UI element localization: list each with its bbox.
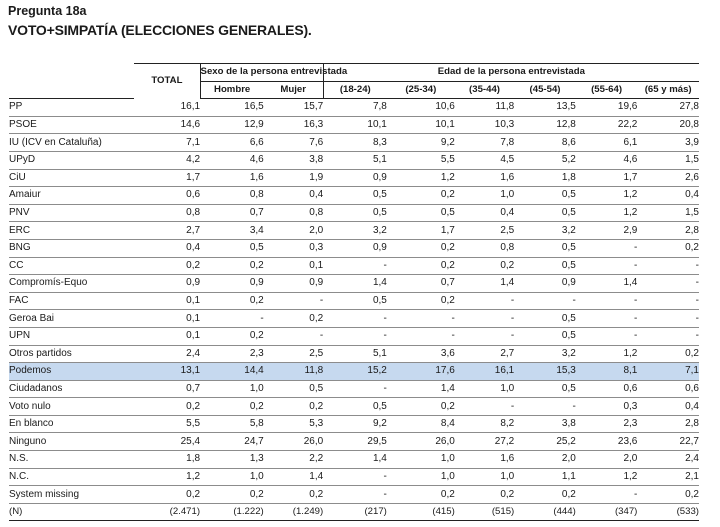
table-cell: - — [323, 468, 387, 486]
row-label: Ciudadanos — [9, 380, 134, 398]
table-cell: 0,5 — [323, 292, 387, 310]
table-row — [9, 327, 699, 345]
table-cell: 2,8 — [637, 415, 699, 433]
table-cell: 0,2 — [200, 486, 264, 504]
table-cell: (444) — [514, 503, 576, 521]
table-cell: 1,9 — [264, 169, 323, 187]
table-cell: 0,2 — [264, 486, 323, 504]
table-cell: 5,2 — [514, 151, 576, 169]
table-cell: 0,2 — [200, 398, 264, 416]
table-cell: 0,9 — [514, 275, 576, 293]
table-cell: 0,6 — [637, 380, 699, 398]
table-cell: - — [637, 275, 699, 293]
table-cell: 0,2 — [514, 486, 576, 504]
table-cell: 0,5 — [514, 327, 576, 345]
table-cell: 0,5 — [514, 257, 576, 275]
column-header: (18-24) — [323, 81, 387, 99]
table-cell: 22,2 — [576, 116, 638, 134]
row-label: PP — [9, 99, 134, 117]
table-cell: 0,2 — [637, 239, 699, 257]
table-cell: 3,2 — [514, 222, 576, 240]
table-cell: - — [455, 310, 514, 328]
row-label: CC — [9, 257, 134, 275]
row-label: Geroa Bai — [9, 310, 134, 328]
table-cell: 4,6 — [576, 151, 638, 169]
table-cell: - — [323, 257, 387, 275]
table-cell: 1,3 — [200, 451, 264, 469]
table-cell: 15,2 — [323, 363, 387, 381]
table-row — [9, 169, 699, 187]
row-label: BNG — [9, 239, 134, 257]
table-cell: 10,1 — [387, 116, 455, 134]
table-cell: 0,8 — [200, 187, 264, 205]
table-cell: - — [576, 486, 638, 504]
column-header: Mujer — [264, 81, 323, 99]
row-label: PSOE — [9, 116, 134, 134]
table-cell: 16,5 — [200, 99, 264, 117]
table-cell: 1,2 — [576, 204, 638, 222]
table-cell: 2,0 — [514, 451, 576, 469]
table-cell: 0,2 — [264, 310, 323, 328]
table-row — [9, 363, 699, 381]
table-cell: 0,2 — [200, 257, 264, 275]
table-cell: (1.222) — [200, 503, 264, 521]
sex-group-header: Sexo de la persona entrevistada — [200, 64, 323, 82]
table-cell: - — [264, 292, 323, 310]
row-label: (N) — [9, 503, 134, 521]
table-cell: 1,4 — [455, 275, 514, 293]
table-cell: 0,2 — [455, 486, 514, 504]
table-cell: - — [637, 327, 699, 345]
table-cell: 1,8 — [134, 451, 200, 469]
table-cell: 1,2 — [134, 468, 200, 486]
table-cell: 13,5 — [514, 99, 576, 117]
results-table — [9, 63, 699, 521]
table-cell: 6,6 — [200, 134, 264, 152]
table-cell: 1,6 — [455, 451, 514, 469]
table-cell: 3,9 — [637, 134, 699, 152]
table-row — [9, 468, 699, 486]
table-cell: 2,3 — [576, 415, 638, 433]
table-cell: 0,4 — [134, 239, 200, 257]
table-cell: 0,5 — [200, 239, 264, 257]
table-row — [9, 257, 699, 275]
table-cell: 2,8 — [637, 222, 699, 240]
table-cell: - — [637, 257, 699, 275]
table-cell: 1,8 — [514, 169, 576, 187]
table-cell: 1,4 — [264, 468, 323, 486]
table-cell: 4,2 — [134, 151, 200, 169]
table-cell: - — [576, 239, 638, 257]
table-row — [9, 433, 699, 451]
table-cell: 1,0 — [455, 380, 514, 398]
table-cell: 0,9 — [264, 275, 323, 293]
table-cell: 5,5 — [134, 415, 200, 433]
table-cell: 2,6 — [637, 169, 699, 187]
table-cell: 1,0 — [387, 468, 455, 486]
table-cell: 0,3 — [576, 398, 638, 416]
table-cell: 0,2 — [134, 257, 200, 275]
table-cell: 0,2 — [455, 257, 514, 275]
table-cell: 0,2 — [134, 398, 200, 416]
table-cell: 7,1 — [637, 363, 699, 381]
table-cell: 27,8 — [637, 99, 699, 117]
row-label: IU (ICV en Cataluña) — [9, 134, 134, 152]
table-cell: 0,1 — [134, 327, 200, 345]
age-group-header: Edad de la persona entrevistada — [323, 64, 699, 82]
table-cell: 0,1 — [134, 310, 200, 328]
column-header: (45-54) — [514, 81, 576, 99]
table-cell: 12,8 — [514, 116, 576, 134]
table-cell: (2.471) — [134, 503, 200, 521]
table-cell: 0,2 — [200, 292, 264, 310]
table-row — [9, 275, 699, 293]
table-row — [9, 310, 699, 328]
table-cell: 10,1 — [323, 116, 387, 134]
table-cell: - — [637, 310, 699, 328]
row-label: PNV — [9, 204, 134, 222]
table-cell: 1,7 — [387, 222, 455, 240]
row-label: Podemos — [9, 363, 134, 381]
table-cell: - — [455, 292, 514, 310]
table-cell: 1,0 — [200, 380, 264, 398]
table-cell: 8,1 — [576, 363, 638, 381]
table-cell: 0,2 — [264, 398, 323, 416]
table-cell: 0,5 — [323, 398, 387, 416]
column-header: (65 y más) — [637, 81, 699, 99]
table-cell: 1,5 — [637, 151, 699, 169]
table-cell: 17,6 — [387, 363, 455, 381]
table-cell: 2,5 — [264, 345, 323, 363]
table-cell: 0,5 — [514, 380, 576, 398]
row-label: Ninguno — [9, 433, 134, 451]
table-cell: (415) — [387, 503, 455, 521]
table-cell: 25,4 — [134, 433, 200, 451]
table-cell: - — [576, 292, 638, 310]
column-header: Hombre — [200, 81, 264, 99]
table-cell: 1,2 — [576, 187, 638, 205]
table-cell: 0,7 — [200, 204, 264, 222]
table-cell: 14,4 — [200, 363, 264, 381]
table-cell: 0,9 — [200, 275, 264, 293]
table-cell: 7,1 — [134, 134, 200, 152]
table-cell: 20,8 — [637, 116, 699, 134]
table-cell: - — [264, 327, 323, 345]
table-row — [9, 345, 699, 363]
table-cell: 0,4 — [264, 187, 323, 205]
table-cell: 0,2 — [134, 486, 200, 504]
table-cell: 3,8 — [264, 151, 323, 169]
question-title: VOTO+SIMPATÍA (ELECCIONES GENERALES). — [8, 22, 312, 38]
table-cell: 15,7 — [264, 99, 323, 117]
table-cell: 26,0 — [264, 433, 323, 451]
table-cell: 2,1 — [637, 468, 699, 486]
table-cell: 7,8 — [323, 99, 387, 117]
table-cell: 0,9 — [134, 275, 200, 293]
table-cell: 9,2 — [323, 415, 387, 433]
table-cell: 0,6 — [576, 380, 638, 398]
row-label: Otros partidos — [9, 345, 134, 363]
table-cell: 4,5 — [455, 151, 514, 169]
table-cell: 0,8 — [455, 239, 514, 257]
table-cell: 0,2 — [387, 398, 455, 416]
table-cell: 1,7 — [134, 169, 200, 187]
table-row — [9, 99, 699, 117]
table-cell: 19,6 — [576, 99, 638, 117]
row-label: Voto nulo — [9, 398, 134, 416]
table-cell: 27,2 — [455, 433, 514, 451]
table-cell: 0,7 — [387, 275, 455, 293]
table-cell: (533) — [637, 503, 699, 521]
table-cell: 0,7 — [134, 380, 200, 398]
table-cell: 0,6 — [134, 187, 200, 205]
row-label: FAC — [9, 292, 134, 310]
table-cell: 5,1 — [323, 345, 387, 363]
table-cell: 1,0 — [455, 468, 514, 486]
table-cell: - — [455, 327, 514, 345]
table-cell: 4,6 — [200, 151, 264, 169]
table-cell: 1,2 — [576, 468, 638, 486]
table-cell: 23,6 — [576, 433, 638, 451]
table-cell: (1.249) — [264, 503, 323, 521]
column-header: (25-34) — [387, 81, 455, 99]
table-cell: 1,7 — [576, 169, 638, 187]
table-cell: 1,4 — [576, 275, 638, 293]
table-cell: 5,8 — [200, 415, 264, 433]
table-cell: 1,0 — [455, 187, 514, 205]
table-cell: 5,1 — [323, 151, 387, 169]
table-cell: - — [514, 398, 576, 416]
table-cell: 25,2 — [514, 433, 576, 451]
table-row — [9, 486, 699, 504]
table-cell: 1,4 — [323, 451, 387, 469]
table-cell: 2,0 — [264, 222, 323, 240]
table-cell: 0,4 — [455, 204, 514, 222]
table-row — [9, 239, 699, 257]
table-cell: 22,7 — [637, 433, 699, 451]
table-cell: 16,1 — [455, 363, 514, 381]
table-cell: 1,4 — [323, 275, 387, 293]
table-cell: 8,3 — [323, 134, 387, 152]
table-row — [9, 380, 699, 398]
table-row — [9, 415, 699, 433]
row-label: Amaiur — [9, 187, 134, 205]
table-cell: 5,3 — [264, 415, 323, 433]
table-cell: 0,3 — [264, 239, 323, 257]
table-cell: 1,0 — [200, 468, 264, 486]
row-label: CiU — [9, 169, 134, 187]
table-cell: 0,5 — [514, 187, 576, 205]
table-cell: 11,8 — [455, 99, 514, 117]
table-cell: 0,5 — [387, 204, 455, 222]
table-cell: 0,2 — [387, 486, 455, 504]
table-cell: 2,2 — [264, 451, 323, 469]
table-cell: - — [576, 327, 638, 345]
table-cell: 2,5 — [455, 222, 514, 240]
table-cell: 8,6 — [514, 134, 576, 152]
table-cell: 0,5 — [514, 204, 576, 222]
table-cell: 9,2 — [387, 134, 455, 152]
table-cell: 1,5 — [637, 204, 699, 222]
row-label: N.S. — [9, 451, 134, 469]
table-cell: 0,9 — [323, 239, 387, 257]
table-cell: 2,3 — [200, 345, 264, 363]
table-cell: (347) — [576, 503, 638, 521]
table-cell: 12,9 — [200, 116, 264, 134]
row-label: ERC — [9, 222, 134, 240]
table-cell: 1,2 — [387, 169, 455, 187]
table-cell: 3,8 — [514, 415, 576, 433]
table-cell: 0,8 — [264, 204, 323, 222]
table-cell: 0,5 — [514, 239, 576, 257]
table-row — [9, 204, 699, 222]
table-cell: - — [323, 327, 387, 345]
table-cell: 0,2 — [637, 486, 699, 504]
table-cell: 0,2 — [387, 187, 455, 205]
table-row — [9, 187, 699, 205]
table-cell: 3,2 — [323, 222, 387, 240]
table-cell: 13,1 — [134, 363, 200, 381]
table-row — [9, 292, 699, 310]
table-cell: - — [637, 292, 699, 310]
table-cell: 1,1 — [514, 468, 576, 486]
row-label: UPN — [9, 327, 134, 345]
table-cell: 7,6 — [264, 134, 323, 152]
table-cell: - — [323, 310, 387, 328]
table-cell: 0,5 — [323, 187, 387, 205]
table-cell: 5,5 — [387, 151, 455, 169]
table-cell: 3,4 — [200, 222, 264, 240]
row-label: Compromís-Equo — [9, 275, 134, 293]
table-row — [9, 134, 699, 152]
table-cell: - — [200, 310, 264, 328]
table-cell: (515) — [455, 503, 514, 521]
row-label: System missing — [9, 486, 134, 504]
table-cell: 1,0 — [387, 451, 455, 469]
column-header: (55-64) — [576, 81, 638, 99]
table-row — [9, 222, 699, 240]
row-label: En blanco — [9, 415, 134, 433]
table-row — [9, 151, 699, 169]
table-row — [9, 451, 699, 469]
table-cell: 8,2 — [455, 415, 514, 433]
total-header: TOTAL — [134, 64, 200, 99]
table-cell: 2,0 — [576, 451, 638, 469]
table-cell: 1,6 — [455, 169, 514, 187]
row-label: N.C. — [9, 468, 134, 486]
table-cell: 0,2 — [387, 292, 455, 310]
table-cell: 29,5 — [323, 433, 387, 451]
table-row — [9, 503, 699, 521]
column-header: (35-44) — [455, 81, 514, 99]
row-label-header — [9, 64, 134, 99]
table-cell: - — [576, 310, 638, 328]
table-cell: 0,1 — [134, 292, 200, 310]
table-cell: 24,7 — [200, 433, 264, 451]
table-cell: 0,5 — [264, 380, 323, 398]
table-cell: 11,8 — [264, 363, 323, 381]
table-cell: - — [576, 257, 638, 275]
table-cell: 7,8 — [455, 134, 514, 152]
table-cell: - — [323, 380, 387, 398]
table-cell: (217) — [323, 503, 387, 521]
table-cell: - — [323, 486, 387, 504]
table-cell: 0,5 — [323, 204, 387, 222]
table-cell: 26,0 — [387, 433, 455, 451]
table-cell: 2,7 — [134, 222, 200, 240]
table-cell: 0,2 — [637, 345, 699, 363]
table-cell: 10,6 — [387, 99, 455, 117]
table-cell: 0,4 — [637, 187, 699, 205]
table-cell: 2,4 — [637, 451, 699, 469]
table-cell: 0,5 — [514, 310, 576, 328]
table-cell: - — [387, 310, 455, 328]
table-cell: 1,6 — [200, 169, 264, 187]
table-cell: 0,4 — [637, 398, 699, 416]
table-cell: 0,2 — [387, 239, 455, 257]
table-cell: 2,9 — [576, 222, 638, 240]
table-cell: 0,2 — [200, 327, 264, 345]
table-cell: 15,3 — [514, 363, 576, 381]
table-cell: - — [455, 398, 514, 416]
table-cell: 2,4 — [134, 345, 200, 363]
table-cell: 0,2 — [387, 257, 455, 275]
table-cell: 3,2 — [514, 345, 576, 363]
table-row — [9, 116, 699, 134]
table-cell: - — [514, 292, 576, 310]
table-cell: 1,2 — [576, 345, 638, 363]
table-cell: 14,6 — [134, 116, 200, 134]
table-cell: 3,6 — [387, 345, 455, 363]
table-cell: 16,3 — [264, 116, 323, 134]
table-cell: 6,1 — [576, 134, 638, 152]
table-cell: 8,4 — [387, 415, 455, 433]
table-cell: 0,1 — [264, 257, 323, 275]
table-cell: - — [387, 327, 455, 345]
row-label: UPyD — [9, 151, 134, 169]
table-row — [9, 398, 699, 416]
table-cell: 2,7 — [455, 345, 514, 363]
question-number: Pregunta 18a — [8, 4, 87, 18]
table-cell: 0,8 — [134, 204, 200, 222]
table-cell: 10,3 — [455, 116, 514, 134]
table-cell: 16,1 — [134, 99, 200, 117]
table-cell: 0,9 — [323, 169, 387, 187]
table-cell: 1,4 — [387, 380, 455, 398]
